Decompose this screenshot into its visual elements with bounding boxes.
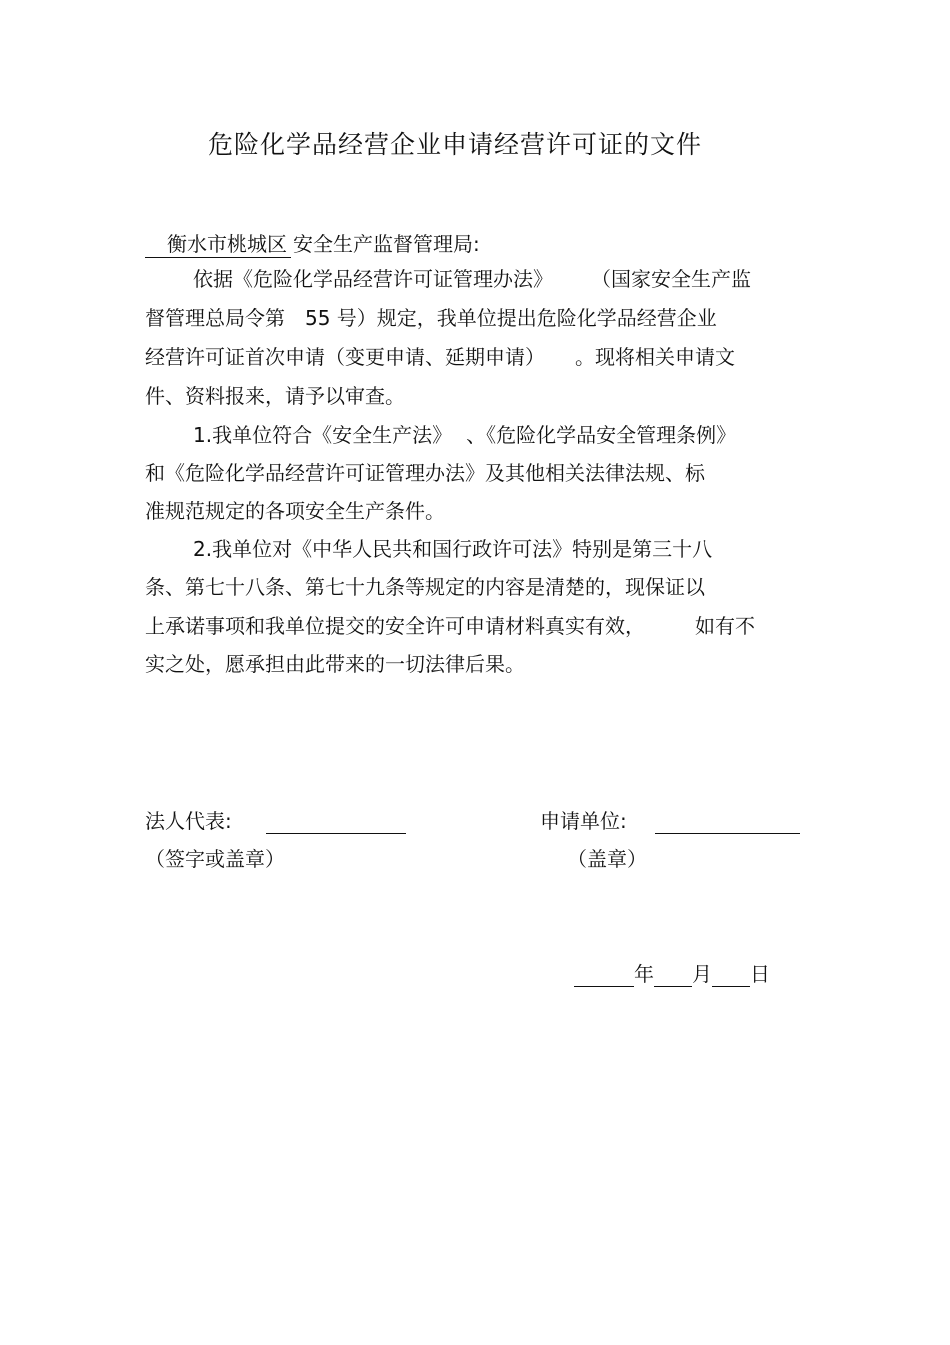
body-line-2: [145, 304, 717, 332]
body-text: 经营许可证首次申请（变更申请、延期申请）: [145, 345, 545, 369]
body-line-7: [145, 497, 445, 525]
body-line-11: [145, 650, 525, 678]
year-blank[interactable]: [574, 964, 634, 987]
month-blank[interactable]: [654, 964, 692, 987]
body-line-6: [145, 459, 705, 487]
month-label: 月: [692, 962, 712, 986]
body-line-5: [193, 421, 736, 449]
day-blank[interactable]: [712, 964, 750, 987]
body-text: 、《危险化学品安全管理条例》: [466, 423, 737, 447]
applicant-blank[interactable]: [655, 811, 800, 834]
date-line: [574, 958, 770, 987]
body-line-1: [193, 265, 751, 293]
body-text: 件、资料报来，请予以审查。: [145, 384, 405, 408]
legal-rep-blank[interactable]: [266, 811, 406, 834]
body-text: 。现将相关申请文: [575, 345, 735, 369]
legal-rep-field: [145, 805, 406, 834]
body-text: 准规范规定的各项安全生产条件。: [145, 499, 445, 523]
body-line-10: [145, 612, 755, 640]
legal-rep-label: 法人代表:: [145, 809, 232, 833]
legal-rep-note: （签字或盖章）: [145, 847, 285, 871]
addressee-district: 衡水市桃城区: [145, 231, 291, 258]
day-label: 日: [750, 962, 770, 986]
body-text: 1.我单位符合《安全生产法》: [193, 423, 453, 447]
body-text: 上承诺事项和我单位提交的安全许可申请材料真实有效，: [145, 614, 645, 638]
body-text: 2.我单位对《中华人民共和国行政许可法》特别是第三十八: [193, 537, 713, 561]
body-line-3: [145, 343, 735, 371]
body-text: 依据《危险化学品经营许可证管理办法》: [193, 267, 553, 291]
addressee-line: [145, 228, 480, 258]
year-label: 年: [634, 962, 654, 986]
applicant-field: [540, 805, 800, 834]
body-text: 条、第七十八条、第七十九条等规定的内容是清楚的，现保证以: [145, 575, 705, 599]
body-line-8: [193, 535, 712, 563]
body-text: 如有不: [695, 614, 755, 638]
applicant-note: （盖章）: [567, 847, 647, 871]
body-text: 55 号）规定，我单位提出危险化学品经营企业: [305, 306, 717, 330]
applicant-label: 申请单位:: [540, 809, 627, 833]
addressee-bureau: 安全生产监督管理局:: [293, 232, 480, 256]
document-title: 危险化学品经营企业申请经营许可证的文件: [207, 130, 702, 159]
body-text: 实之处，愿承担由此带来的一切法律后果。: [145, 652, 525, 676]
body-text: 督管理总局令第: [145, 306, 285, 330]
body-line-9: [145, 573, 705, 601]
body-text: 和《危险化学品经营许可证管理办法》及其他相关法律法规、标: [145, 461, 705, 485]
body-line-4: [145, 382, 405, 410]
body-text: （国家安全生产监: [591, 267, 751, 291]
